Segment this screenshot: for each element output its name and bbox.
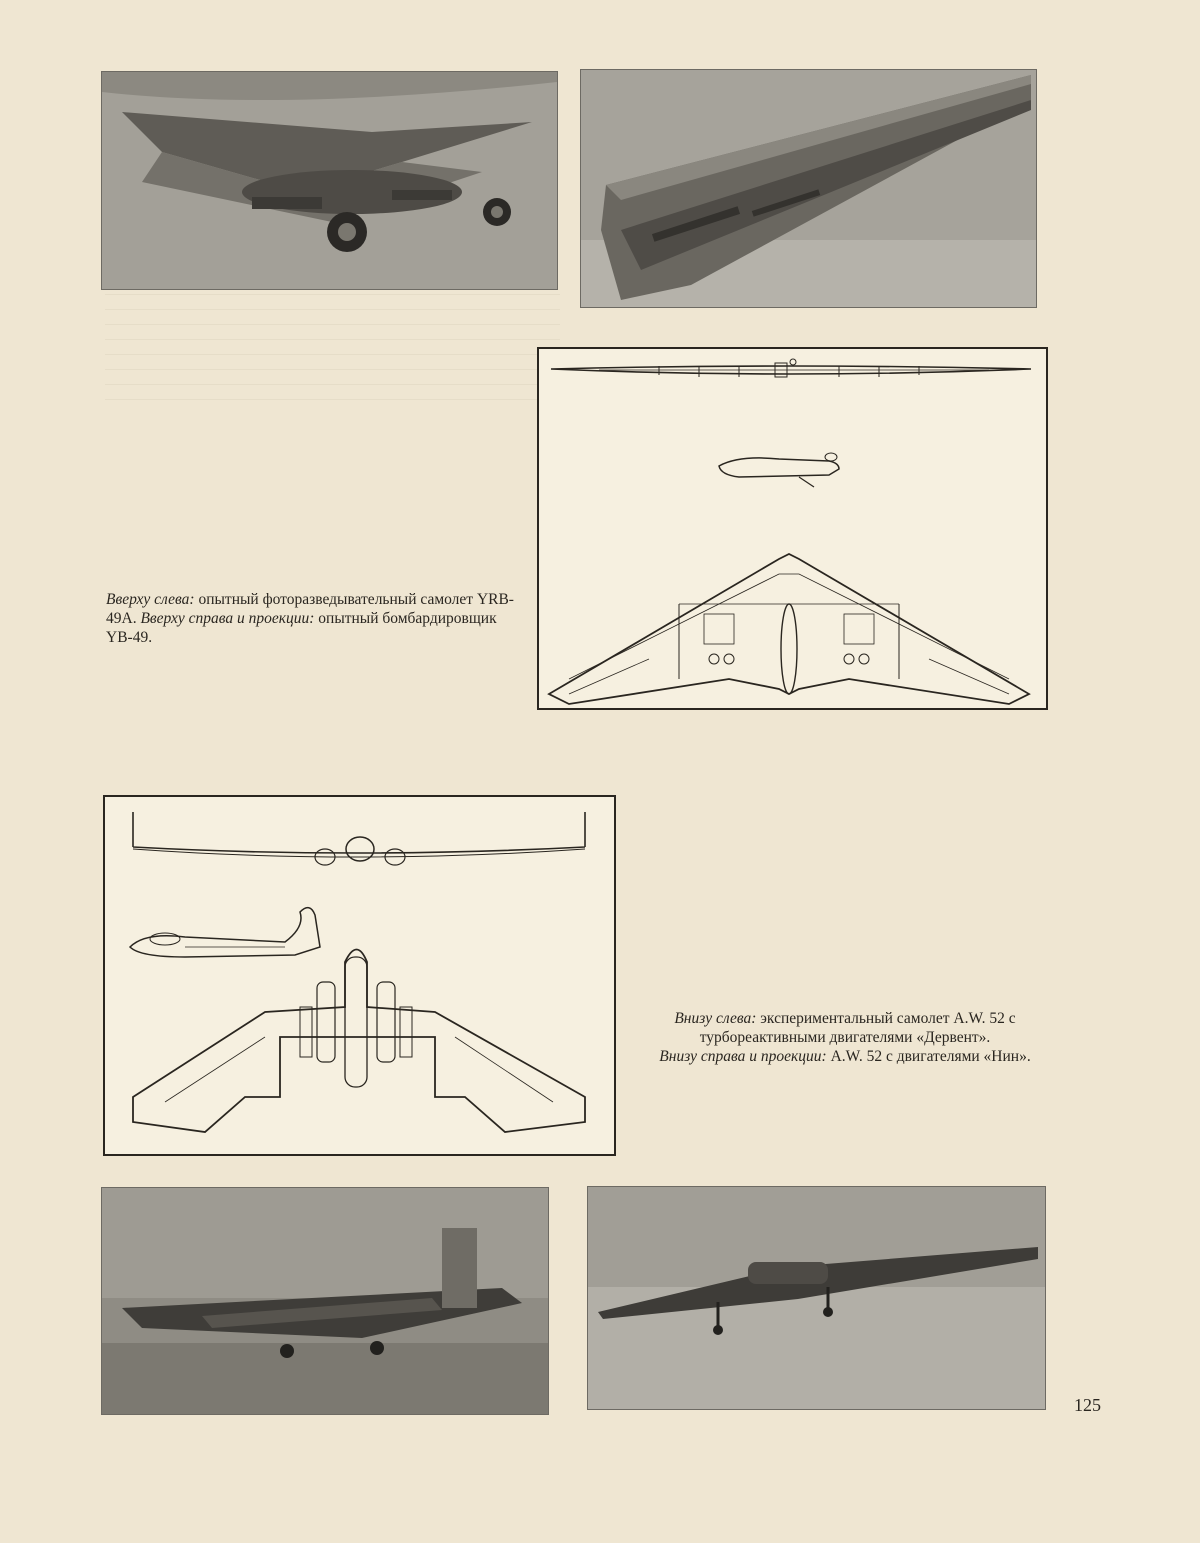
caption-bottom-text-right: A.W. 52 с двигателями «Нин». bbox=[830, 1048, 1031, 1065]
caption-top bbox=[106, 590, 526, 647]
photo-aw52-derwent bbox=[101, 1187, 549, 1415]
caption-top-text-right: опытный бомбардировщик YB-49. bbox=[106, 610, 497, 646]
drawing-aw52-projections bbox=[103, 795, 616, 1156]
caption-top-label-right: Вверху справа и проекции: bbox=[140, 610, 315, 627]
caption-bottom-text-left: экспериментальный самолет A.W. 52 с турбореактивными двигателями «Дервент». bbox=[699, 1010, 1016, 1046]
page-number: 125 bbox=[1074, 1395, 1101, 1415]
caption-bottom bbox=[625, 1009, 1065, 1066]
caption-top-label-left: Вверху слева: bbox=[106, 591, 195, 608]
photo-yrb49a bbox=[101, 71, 558, 290]
photo-yb49 bbox=[580, 69, 1037, 308]
caption-bottom-label-right: Внизу справа и проекции: bbox=[659, 1048, 827, 1065]
caption-bottom-label-left: Внизу слева: bbox=[674, 1010, 757, 1027]
caption-top-text-left: опытный фоторазведывательный самолет YRB-49A. bbox=[106, 591, 514, 627]
photo-aw52-nene bbox=[587, 1186, 1046, 1410]
drawing-yb49-projections bbox=[537, 347, 1048, 710]
bleed-through-text bbox=[105, 280, 560, 780]
